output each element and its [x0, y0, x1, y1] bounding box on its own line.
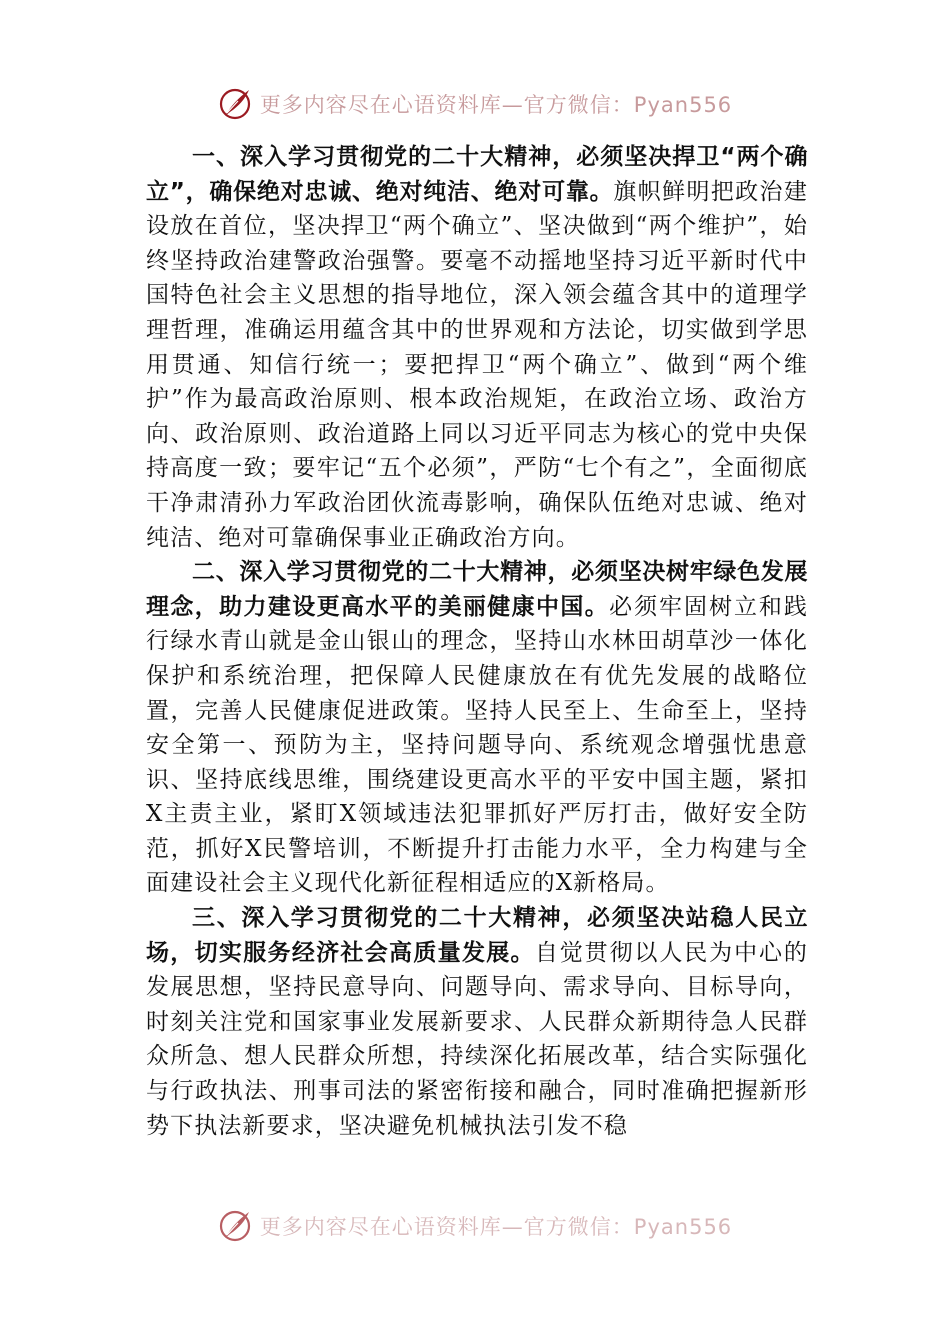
document-body: [146, 140, 808, 1216]
section-2-heading: 二、深入学习贯彻党的二十大精神，必须坚决树牢绿色发展理念，助力建设更高水平的美丽健康中国。: [146, 559, 808, 620]
watermark-text: 更多内容尽在心语资料库—官方微信：Pyan556: [259, 93, 733, 117]
section-2: [146, 555, 808, 901]
watermark-text: 更多内容尽在心语资料库—官方微信：Pyan556: [259, 1215, 733, 1239]
quill-logo-icon: [218, 86, 254, 122]
section-3-heading: 三、深入学习贯彻党的二十大精神，必须坚决站稳人民立场，切实服务经济社会高质量发展。: [146, 905, 808, 966]
section-1-text: 旗帜鲜明把政治建设放在首位，坚决捍卫“两个确立”、坚决做到“两个维护”，始终坚持政治建警政治强警。要毫不动摇地坚持习近平新时代中国特色社会主义思想的指导地位，深入领会蕴含其中的道理学理哲理，准确运用蕴含其中的世界观和方法论，切实做到学思用贯通、知信行统一；要把捍卫“两个确立”、做到“两个维护”作为最高政治原则、根本政治规矩，在政治立场、政治方向、政治原则、政治道路上同以习近平同志为核心的党中央保持高度一致；要牢记“五个必须”，严防“七个有之”，全面彻底干净肃清孙力军政治团伙流毒影响，确保队伍绝对忠诚、绝对纯洁、绝对可靠确保事业正确政治方向。: [146, 178, 808, 551]
section-3: [146, 901, 808, 1143]
header-watermark: [0, 86, 950, 122]
section-3-text: 自觉贯彻以人民为中心的发展思想，坚持民意导向、问题导向、需求导向、目标导向，时刻关注党和国家事业发展新要求、人民群众新期待急人民群众所急、想人民群众所想，持续深化拓展改革，结合实际强化与行政执法、刑事司法的紧密衔接和融合，同时准确把握新形势下执法新要求，坚决避免机械执法引发不稳: [146, 939, 808, 1139]
section-1: [146, 140, 808, 555]
section-1-heading: 一、深入学习贯彻党的二十大精神，必须坚决捍卫“两个确立”，确保绝对忠诚、绝对纯洁、绝对可靠。: [146, 144, 808, 205]
quill-logo-icon: [218, 1208, 254, 1244]
section-2-text: 必须牢固树立和践行绿水青山就是金山银山的理念，坚持山水林田胡草沙一体化保护和系统治理，把保障人民健康放在有优先发展的战略位置，完善人民健康促进政策。坚持人民至上、生命至上，坚持安全第一、预防为主，坚持问题导向、系统观念增强忧患意识、坚持底线思维，围绕建设更高水平的平安中国主题，紧扣X主责主业，紧盯X领域违法犯罪抓好严厉打击，做好安全防范，抓好X民警培训，不断提升打击能力水平，全力构建与全面建设社会主义现代化新征程相适应的X新格局。: [146, 593, 808, 897]
footer-watermark: [0, 1208, 950, 1244]
